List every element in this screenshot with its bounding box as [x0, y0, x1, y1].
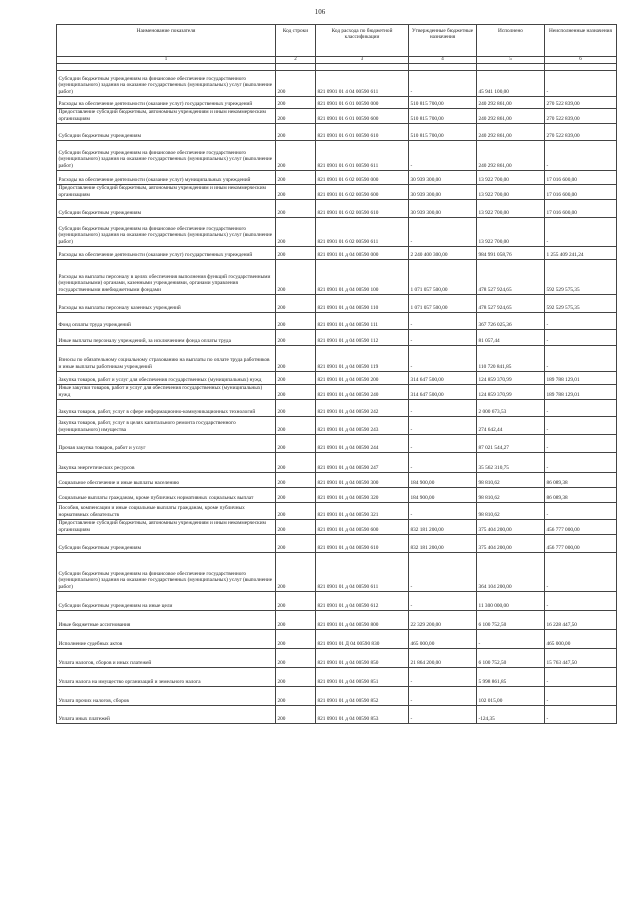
row-line-code: 200 — [276, 260, 316, 295]
row-executed: 364 104 200,00 — [477, 553, 545, 592]
row-remaining: 17 016 600,00 — [545, 185, 617, 200]
row-name: Социальные выплаты гражданам, кроме публичных нормативных социальных выплат — [57, 488, 276, 503]
row-executed: 240 292 861,00 — [477, 109, 545, 124]
row-line-code: 200 — [276, 385, 316, 400]
row-line-code: 200 — [276, 668, 316, 687]
row-approved: 510 815 700,00 — [409, 109, 477, 124]
row-executed: 110 720 841,85 — [477, 346, 545, 372]
row-name: Предоставление субсидий бюджетным, автономным учреждениям и иным некоммерческим организациям — [57, 520, 276, 535]
row-executed: 124 859 370,99 — [477, 372, 545, 385]
row-budget-code: 821 0901 01 д 04 00590 240 — [316, 385, 409, 400]
column-number: 5 — [477, 57, 545, 64]
table-row — [57, 97, 617, 109]
row-line-code: 200 — [276, 71, 316, 97]
row-line-code: 200 — [276, 218, 316, 247]
row-name: Уплата налога на имущество организаций и земельного налога — [57, 668, 276, 687]
row-executed: 478 527 924,65 — [477, 260, 545, 295]
row-budget-code: 821 0901 01 д 04 00590 112 — [316, 330, 409, 346]
row-remaining: - — [545, 687, 617, 706]
row-name: Фонд оплаты труда учреждений — [57, 313, 276, 330]
row-budget-code: 821 0901 01 д 04 00590 300 — [316, 473, 409, 488]
table-row — [57, 400, 617, 417]
row-name: Субсидии бюджетным учреждениям на финансовое обеспечение государственного (муниципального) задания на оказание государственных (муниципальных) услуг (выполнение работ) — [57, 218, 276, 247]
row-executed: 13 922 700,00 — [477, 185, 545, 200]
row-approved: - — [409, 687, 477, 706]
row-remaining: - — [545, 668, 617, 687]
row-budget-code: 821 0901 01 д 04 00590 320 — [316, 488, 409, 503]
row-executed: 98 810,62 — [477, 503, 545, 520]
row-name: Расходы на выплаты персоналу казенных учреждений — [57, 295, 276, 313]
row-budget-code: 821 0901 01 д 04 00590 851 — [316, 668, 409, 687]
row-name: Пособия, компенсации и иные социальные выплаты гражданам, кроме публичных нормативных обязательств — [57, 503, 276, 520]
table-row — [57, 488, 617, 503]
row-remaining: 86 089,38 — [545, 488, 617, 503]
row-name: Субсидии бюджетным учреждениям — [57, 124, 276, 141]
row-line-code: 200 — [276, 687, 316, 706]
row-remaining: 189 788 129,01 — [545, 372, 617, 385]
row-line-code: 200 — [276, 503, 316, 520]
row-executed: 240 292 861,00 — [477, 124, 545, 141]
column-number: 3 — [316, 57, 409, 64]
row-name: Иные выплаты персоналу учреждений, за исключением фонда оплаты труда — [57, 330, 276, 346]
row-executed: 367 726 025,36 — [477, 313, 545, 330]
row-budget-code: 821 0901 01 д 04 00590 119 — [316, 346, 409, 372]
row-name: Расходы на выплаты персоналу в целях обеспечения выполнения функций государственными (муниципальными) органами, казенными учреждениями, органами управления государственными внебюджетными фондами — [57, 260, 276, 295]
row-budget-code: 821 0901 01 д 04 00590 110 — [316, 295, 409, 313]
row-name: Субсидии бюджетным учреждениям на финансовое обеспечение государственного (муниципального) задания на оказание государственных (муниципальных) услуг (выполнение работ) — [57, 553, 276, 592]
row-name: Уплата налогов, сборов и иных платежей — [57, 649, 276, 668]
table-row — [57, 71, 617, 97]
row-executed: 13 922 700,00 — [477, 218, 545, 247]
row-remaining: 456 777 000,00 — [545, 520, 617, 535]
row-budget-code: 821 0901 01 д 04 00590 600 — [316, 520, 409, 535]
table-row — [57, 385, 617, 400]
row-executed: 6 100 752,50 — [477, 649, 545, 668]
row-approved: - — [409, 706, 477, 724]
row-approved: - — [409, 400, 477, 417]
row-approved: 2 240 400 300,00 — [409, 247, 477, 260]
table-row — [57, 649, 617, 668]
row-budget-code: 821 0901 01 д 04 00590 243 — [316, 417, 409, 435]
row-line-code: 200 — [276, 109, 316, 124]
row-remaining: - — [545, 141, 617, 171]
row-line-code: 200 — [276, 124, 316, 141]
row-approved: 30 939 300,00 — [409, 200, 477, 218]
row-line-code: 200 — [276, 611, 316, 630]
table-row — [57, 417, 617, 435]
row-executed: 2 000 673,53 — [477, 400, 545, 417]
row-executed: 124 859 370,99 — [477, 385, 545, 400]
row-approved: 30 939 300,00 — [409, 171, 477, 185]
row-name: Субсидии бюджетным учреждениям — [57, 535, 276, 553]
row-name: Уплата иных платежей — [57, 706, 276, 724]
header-approved: Утвержденные бюджетные назначения — [409, 25, 477, 57]
row-line-code: 200 — [276, 185, 316, 200]
table-row — [57, 200, 617, 218]
row-remaining: 270 522 839,00 — [545, 124, 617, 141]
table-row — [57, 611, 617, 630]
row-budget-code: 821 0901 01 6 02 00590 600 — [316, 185, 409, 200]
row-line-code: 200 — [276, 630, 316, 649]
row-name: Субсидии бюджетным учреждениям — [57, 200, 276, 218]
table-row — [57, 171, 617, 185]
row-remaining: - — [545, 330, 617, 346]
header-executed: Исполнено — [477, 25, 545, 57]
row-remaining: - — [545, 400, 617, 417]
row-remaining: - — [545, 218, 617, 247]
row-approved: - — [409, 313, 477, 330]
row-budget-code: 821 0901 01 д 04 00590 321 — [316, 503, 409, 520]
row-approved: 510 815 700,00 — [409, 124, 477, 141]
row-name: Закупка энергетических ресурсов — [57, 453, 276, 473]
row-approved: - — [409, 218, 477, 247]
header-row-code: Код строки — [276, 25, 316, 57]
row-budget-code: 821 0901 01 6 01 00590 610 — [316, 124, 409, 141]
row-budget-code: 821 0901 01 6 01 00590 000 — [316, 97, 409, 109]
header-unexecuted: Неисполненные назначения — [545, 25, 617, 57]
row-executed: 81 057,44 — [477, 330, 545, 346]
row-budget-code: 821 0901 01 д 04 00590 244 — [316, 435, 409, 453]
row-approved: 510 815 700,00 — [409, 97, 477, 109]
row-approved: 832 181 200,00 — [409, 535, 477, 553]
row-name: Субсидии бюджетным учреждениям на иные цели — [57, 592, 276, 611]
row-line-code: 200 — [276, 535, 316, 553]
row-executed: 274 642,44 — [477, 417, 545, 435]
row-executed: 5 998 861,85 — [477, 668, 545, 687]
row-approved: - — [409, 435, 477, 453]
row-executed: 6 100 752,50 — [477, 611, 545, 630]
table-row — [57, 592, 617, 611]
row-remaining: - — [545, 503, 617, 520]
table-row — [57, 247, 617, 260]
row-line-code: 200 — [276, 400, 316, 417]
row-executed: 375 404 200,00 — [477, 520, 545, 535]
row-executed: 98 810,62 — [477, 488, 545, 503]
column-number: 6 — [545, 57, 617, 64]
row-executed: 102 015,00 — [477, 687, 545, 706]
row-executed: 478 527 924,65 — [477, 295, 545, 313]
row-budget-code: 821 0901 01 д 04 00590 610 — [316, 535, 409, 553]
table-row — [57, 706, 617, 724]
table-row — [57, 295, 617, 313]
row-budget-code: 821 0901 01 6 01 00590 600 — [316, 109, 409, 124]
row-budget-code: 821 0901 01 д 04 00590 200 — [316, 372, 409, 385]
row-budget-code: 821 0901 01 д 04 00590 111 — [316, 313, 409, 330]
spacer-row — [57, 64, 617, 71]
row-remaining: 270 522 839,00 — [545, 97, 617, 109]
table-row — [57, 109, 617, 124]
row-remaining: - — [545, 435, 617, 453]
table-row — [57, 260, 617, 295]
row-remaining: 17 016 600,00 — [545, 171, 617, 185]
row-line-code: 200 — [276, 649, 316, 668]
table-row — [57, 346, 617, 372]
table-header-row — [57, 25, 617, 57]
row-executed: 240 292 861,00 — [477, 141, 545, 171]
row-approved: - — [409, 668, 477, 687]
row-line-code: 200 — [276, 141, 316, 171]
row-approved: 1 071 057 500,00 — [409, 260, 477, 295]
row-line-code: 200 — [276, 553, 316, 592]
row-budget-code: 821 0901 01 6 01 00590 611 — [316, 141, 409, 171]
row-executed: 13 922 700,00 — [477, 171, 545, 185]
row-executed: 984 991 058,76 — [477, 247, 545, 260]
row-executed: 11 300 000,00 — [477, 592, 545, 611]
row-approved: - — [409, 141, 477, 171]
row-executed: -124,35 — [477, 706, 545, 724]
row-budget-code: 821 0901 01 д 04 00590 000 — [316, 247, 409, 260]
row-remaining: 592 529 575,35 — [545, 260, 617, 295]
row-name: Расходы на обеспечение деятельности (оказание услуг) муниципальных учреждений — [57, 171, 276, 185]
table-row — [57, 313, 617, 330]
row-approved: 314 647 500,00 — [409, 372, 477, 385]
row-remaining: - — [545, 346, 617, 372]
row-name: Предоставление субсидий бюджетным, автономным учреждениям и иным некоммерческим организациям — [57, 109, 276, 124]
row-remaining: - — [545, 71, 617, 97]
row-remaining: 456 777 000,00 — [545, 535, 617, 553]
budget-execution-table — [56, 24, 617, 724]
table-row — [57, 553, 617, 592]
row-line-code: 200 — [276, 453, 316, 473]
column-number: 4 — [409, 57, 477, 64]
row-line-code: 200 — [276, 417, 316, 435]
row-executed: 87 021 544,27 — [477, 435, 545, 453]
row-remaining: - — [545, 553, 617, 592]
row-line-code: 200 — [276, 330, 316, 346]
column-number: 1 — [57, 57, 276, 64]
row-executed: - — [477, 630, 545, 649]
row-remaining: - — [545, 417, 617, 435]
table-row — [57, 520, 617, 535]
table-row — [57, 630, 617, 649]
row-executed: 240 292 861,00 — [477, 97, 545, 109]
row-budget-code: 821 0901 01 Д 04 00590 830 — [316, 630, 409, 649]
row-remaining: - — [545, 592, 617, 611]
row-name: Исполнение судебных актов — [57, 630, 276, 649]
row-name: Предоставление субсидий бюджетным, автономным учреждениям и иным некоммерческим организациям — [57, 185, 276, 200]
row-remaining: 17 016 600,00 — [545, 200, 617, 218]
table-row — [57, 141, 617, 171]
table-row — [57, 330, 617, 346]
header-name: Наименование показателя — [57, 25, 276, 57]
row-name: Субсидии бюджетным учреждениям на финансовое обеспечение государственного (муниципального) задания на оказание государственных (муниципальных) услуг (выполнение работ) — [57, 141, 276, 171]
row-approved: 21 864 200,00 — [409, 649, 477, 668]
row-line-code: 200 — [276, 473, 316, 488]
row-approved: 184 900,00 — [409, 488, 477, 503]
row-line-code: 200 — [276, 372, 316, 385]
row-approved: - — [409, 330, 477, 346]
column-number-row — [57, 57, 617, 64]
row-name: Расходы на обеспечение деятельности (оказание услуг) государственных учреждений — [57, 247, 276, 260]
row-name: Субсидии бюджетным учреждениям на финансовое обеспечение государственного (муниципального) задания на оказание государственных (муниципальных) услуг (выполнение работ) — [57, 71, 276, 97]
row-line-code: 200 — [276, 200, 316, 218]
row-line-code: 200 — [276, 295, 316, 313]
row-approved: 184 900,00 — [409, 473, 477, 488]
row-executed: 45 941 100,00 — [477, 71, 545, 97]
table-row — [57, 372, 617, 385]
row-budget-code: 821 0901 01 6 02 00590 611 — [316, 218, 409, 247]
row-budget-code: 821 0901 01 д 04 00590 853 — [316, 706, 409, 724]
row-line-code: 200 — [276, 171, 316, 185]
row-remaining: 592 529 575,35 — [545, 295, 617, 313]
row-line-code: 200 — [276, 435, 316, 453]
row-approved: 30 939 300,00 — [409, 185, 477, 200]
row-budget-code: 821 0901 01 д 04 00590 850 — [316, 649, 409, 668]
row-name: Социальное обеспечение и иные выплаты населению — [57, 473, 276, 488]
row-line-code: 200 — [276, 520, 316, 535]
table-row — [57, 453, 617, 473]
row-approved: - — [409, 553, 477, 592]
row-approved: 1 071 057 500,00 — [409, 295, 477, 313]
table-row — [57, 687, 617, 706]
row-remaining: - — [545, 453, 617, 473]
row-line-code: 200 — [276, 488, 316, 503]
row-executed: 375 404 200,00 — [477, 535, 545, 553]
row-name: Иные закупки товаров, работ и услуг для обеспечения государственных (муниципальных) нужд — [57, 385, 276, 400]
table-row — [57, 668, 617, 687]
row-line-code: 200 — [276, 592, 316, 611]
row-approved: 465 000,00 — [409, 630, 477, 649]
table-row — [57, 435, 617, 453]
row-budget-code: 821 0901 01 д 04 00590 852 — [316, 687, 409, 706]
row-approved: - — [409, 417, 477, 435]
row-name: Расходы на обеспечение деятельности (оказание услуг) государственных учреждений — [57, 97, 276, 109]
row-line-code: 200 — [276, 313, 316, 330]
row-name: Закупка товаров, работ и услуг для обеспечения государственных (муниципальных) нужд — [57, 372, 276, 385]
header-budget-code: Код расхода по бюджетной классификации — [316, 25, 409, 57]
row-executed: 98 810,62 — [477, 473, 545, 488]
row-approved: - — [409, 592, 477, 611]
row-remaining: - — [545, 706, 617, 724]
row-executed: 35 562 310,75 — [477, 453, 545, 473]
row-budget-code: 821 0901 01 д 04 00590 800 — [316, 611, 409, 630]
row-approved: 832 181 200,00 — [409, 520, 477, 535]
row-name: Взносы по обязательному социальному страхованию на выплаты по оплате труда работников и иные выплаты работникам учреждений — [57, 346, 276, 372]
table-body — [57, 71, 617, 724]
row-line-code: 200 — [276, 346, 316, 372]
row-remaining: 16 228 447,50 — [545, 611, 617, 630]
row-remaining: 15 763 447,50 — [545, 649, 617, 668]
row-budget-code: 821 0901 01 д 04 00590 611 — [316, 553, 409, 592]
column-number: 2 — [276, 57, 316, 64]
row-remaining: 86 089,38 — [545, 473, 617, 488]
row-approved: 22 329 200,00 — [409, 611, 477, 630]
row-line-code: 200 — [276, 97, 316, 109]
row-budget-code: 821 0901 01 4 04 00590 611 — [316, 71, 409, 97]
table-row — [57, 218, 617, 247]
table-row — [57, 503, 617, 520]
row-budget-code: 821 0901 01 д 04 00590 242 — [316, 400, 409, 417]
row-budget-code: 821 0901 01 6 02 00590 000 — [316, 171, 409, 185]
table-row — [57, 124, 617, 141]
row-remaining: 1 255 409 241,24 — [545, 247, 617, 260]
row-budget-code: 821 0901 01 6 02 00590 610 — [316, 200, 409, 218]
row-name: Иные бюджетные ассигнования — [57, 611, 276, 630]
row-executed: 13 922 700,00 — [477, 200, 545, 218]
row-remaining: 465 000,00 — [545, 630, 617, 649]
row-budget-code: 821 0901 01 д 04 00590 247 — [316, 453, 409, 473]
row-remaining: - — [545, 313, 617, 330]
row-approved: - — [409, 71, 477, 97]
row-name: Закупка товаров, работ, услуг в сфере информационно-коммуникационных технологий — [57, 400, 276, 417]
row-name: Уплата прочих налогов, сборов — [57, 687, 276, 706]
table-row — [57, 185, 617, 200]
row-budget-code: 821 0901 01 д 04 00590 100 — [316, 260, 409, 295]
row-line-code: 200 — [276, 247, 316, 260]
row-approved: - — [409, 503, 477, 520]
row-approved: - — [409, 346, 477, 372]
row-name: Прочая закупка товаров, работ и услуг — [57, 435, 276, 453]
row-budget-code: 821 0901 01 д 04 00590 612 — [316, 592, 409, 611]
row-remaining: 189 788 129,01 — [545, 385, 617, 400]
row-approved: 314 647 500,00 — [409, 385, 477, 400]
row-line-code: 200 — [276, 706, 316, 724]
row-remaining: 270 522 839,00 — [545, 109, 617, 124]
table-row — [57, 535, 617, 553]
table-row — [57, 473, 617, 488]
row-approved: - — [409, 453, 477, 473]
page-number: 106 — [314, 8, 326, 16]
row-name: Закупка товаров, работ, услуг в целях капитального ремонта государственного (муниципального) имущества — [57, 417, 276, 435]
